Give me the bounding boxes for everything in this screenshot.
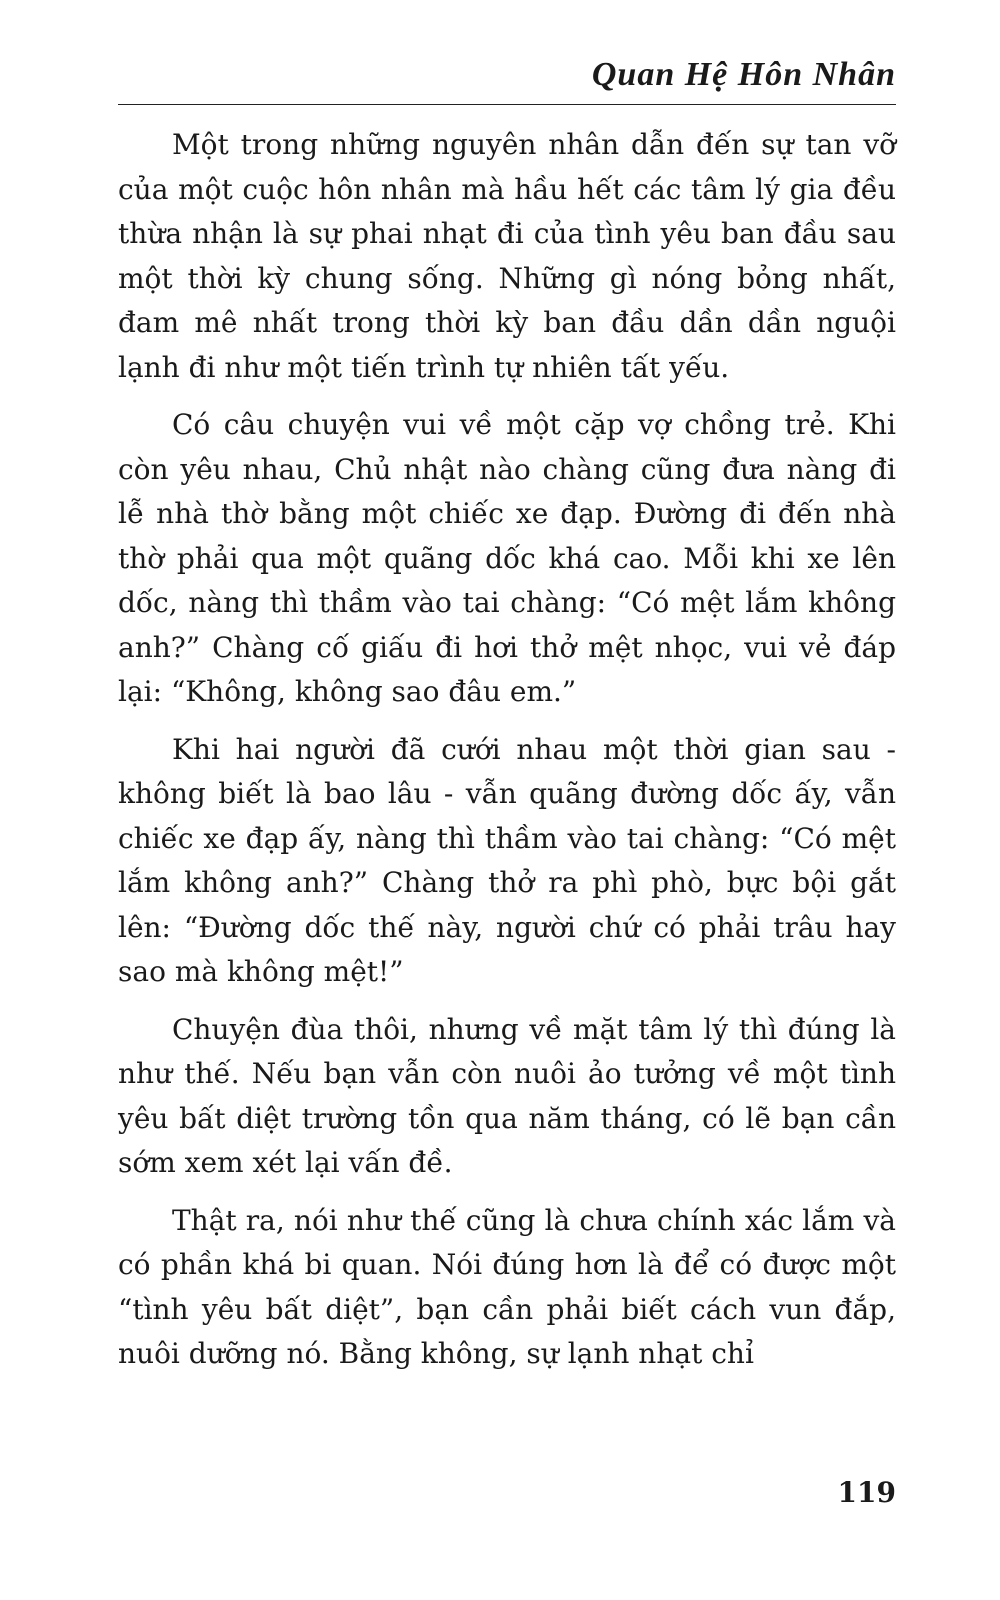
body-text [118,123,896,1390]
running-header [118,52,896,105]
paragraph-5: Thật ra, nói như thế cũng là chưa chính xác lắm và có phần khá bi quan. Nói đúng hơn là để có được một “tình yêu bất diệt”, bạn cần phải biết cách vun đắp, nuôi dưỡng nó. Bằng không, sự lạnh nhạt chỉ [118,1203,896,1370]
book-title: Quan Hệ Hôn Nhân [591,56,896,93]
paragraph-2: Có câu chuyện vui về một cặp vợ chồng trẻ. Khi còn yêu nhau, Chủ nhật nào chàng cũng đưa nàng đi lễ nhà thờ bằng một chiếc xe đạp. Đường đi đến nhà thờ phải qua một quãng dốc khá cao. Mỗi khi xe lên dốc, nàng thì thầm vào tai chàng: “Có mệt lắm không anh?” Chàng cố giấu đi hơi thở mệt nhọc, vui vẻ đáp lại: “Không, không sao đâu em.” [118,408,896,708]
paragraph-1: Một trong những nguyên nhân dẫn đến sự tan vỡ của một cuộc hôn nhân mà hầu hết các tâm lý gia đều thừa nhận là sự phai nhạt đi của tình yêu ban đầu sau một thời kỳ chung sống. Những gì nóng bỏng nhất, đam mê nhất trong thời kỳ ban đầu dần dần nguội lạnh đi như một tiến trình tự nhiên tất yếu. [118,128,896,384]
page-number: 119 [837,1476,896,1509]
paragraph-4: Chuyện đùa thôi, nhưng về mặt tâm lý thì đúng là như thế. Nếu bạn vẫn còn nuôi ảo tưởng về một tình yêu bất diệt trường tồn qua năm tháng, có lẽ bạn cần sớm xem xét lại vấn đề. [118,1012,896,1179]
paragraph-3: Khi hai người đã cưới nhau một thời gian sau - không biết là bao lâu - vẫn quãng đường dốc ấy, vẫn chiếc xe đạp ấy, nàng thì thầm vào tai chàng: “Có mệt lắm không anh?” Chàng thở ra phì phò, bực bội gắt lên: “Đường dốc thế này, người chứ có phải trâu hay sao mà không mệt!” [118,732,896,988]
